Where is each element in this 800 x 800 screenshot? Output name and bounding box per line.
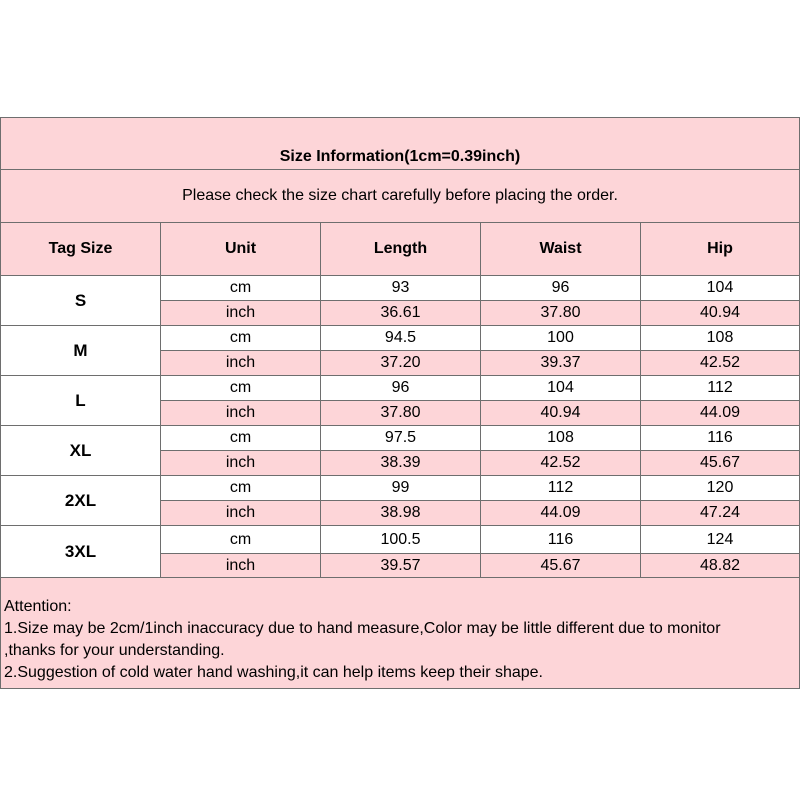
length-cell: 38.98 — [321, 501, 481, 526]
unit-cell: inch — [161, 401, 321, 426]
length-cell: 37.20 — [321, 351, 481, 376]
table-row — [1, 526, 800, 554]
tag-size-cell: M — [1, 326, 161, 376]
table-row — [1, 276, 800, 301]
unit-cell: inch — [161, 501, 321, 526]
chart-title: Size Information(1cm=0.39inch) — [1, 118, 800, 170]
tag-size-cell: 3XL — [1, 526, 161, 578]
length-cell: 94.5 — [321, 326, 481, 351]
hip-cell: 44.09 — [641, 401, 800, 426]
length-cell: 36.61 — [321, 301, 481, 326]
table-row — [1, 326, 800, 351]
hip-cell: 45.67 — [641, 451, 800, 476]
tag-size-cell: S — [1, 276, 161, 326]
attention-line: ,thanks for your understanding. — [4, 642, 225, 659]
waist-cell: 116 — [481, 526, 641, 554]
unit-cell: inch — [161, 351, 321, 376]
length-cell: 37.80 — [321, 401, 481, 426]
table-row — [1, 426, 800, 451]
header-tag-size: Tag Size — [1, 223, 161, 276]
length-cell: 97.5 — [321, 426, 481, 451]
waist-cell: 37.80 — [481, 301, 641, 326]
waist-cell: 108 — [481, 426, 641, 451]
unit-cell: cm — [161, 376, 321, 401]
attention-line: 2.Suggestion of cold water hand washing,it can help items keep their shape. — [4, 664, 543, 681]
unit-cell: cm — [161, 526, 321, 554]
waist-cell: 104 — [481, 376, 641, 401]
hip-cell: 104 — [641, 276, 800, 301]
unit-cell: cm — [161, 426, 321, 451]
length-cell: 100.5 — [321, 526, 481, 554]
header-row — [1, 223, 800, 276]
waist-cell: 100 — [481, 326, 641, 351]
length-cell: 39.57 — [321, 554, 481, 578]
unit-cell: cm — [161, 476, 321, 501]
attention-line: 1.Size may be 2cm/1inch inaccuracy due to hand measure,Color may be little different due to monitor — [4, 620, 721, 637]
waist-cell: 45.67 — [481, 554, 641, 578]
table-row — [1, 476, 800, 501]
table-row — [1, 376, 800, 401]
unit-cell: inch — [161, 301, 321, 326]
header-hip: Hip — [641, 223, 800, 276]
unit-cell: cm — [161, 326, 321, 351]
waist-cell: 39.37 — [481, 351, 641, 376]
length-cell: 38.39 — [321, 451, 481, 476]
waist-cell: 42.52 — [481, 451, 641, 476]
header-length: Length — [321, 223, 481, 276]
tag-size-cell: 2XL — [1, 476, 161, 526]
header-waist: Waist — [481, 223, 641, 276]
waist-cell: 44.09 — [481, 501, 641, 526]
tag-size-cell: L — [1, 376, 161, 426]
unit-cell: inch — [161, 554, 321, 578]
waist-cell: 96 — [481, 276, 641, 301]
hip-cell: 48.82 — [641, 554, 800, 578]
size-table — [0, 117, 800, 689]
length-cell: 96 — [321, 376, 481, 401]
waist-cell: 112 — [481, 476, 641, 501]
attention-heading: Attention: — [4, 598, 72, 615]
unit-cell: cm — [161, 276, 321, 301]
hip-cell: 116 — [641, 426, 800, 451]
header-unit: Unit — [161, 223, 321, 276]
hip-cell: 42.52 — [641, 351, 800, 376]
length-cell: 93 — [321, 276, 481, 301]
tag-size-cell: XL — [1, 426, 161, 476]
hip-cell: 40.94 — [641, 301, 800, 326]
attention-box — [1, 578, 800, 689]
length-cell: 99 — [321, 476, 481, 501]
unit-cell: inch — [161, 451, 321, 476]
size-chart — [0, 117, 799, 689]
hip-cell: 124 — [641, 526, 800, 554]
hip-cell: 120 — [641, 476, 800, 501]
hip-cell: 108 — [641, 326, 800, 351]
waist-cell: 40.94 — [481, 401, 641, 426]
chart-notice: Please check the size chart carefully before placing the order. — [1, 170, 800, 223]
hip-cell: 112 — [641, 376, 800, 401]
hip-cell: 47.24 — [641, 501, 800, 526]
